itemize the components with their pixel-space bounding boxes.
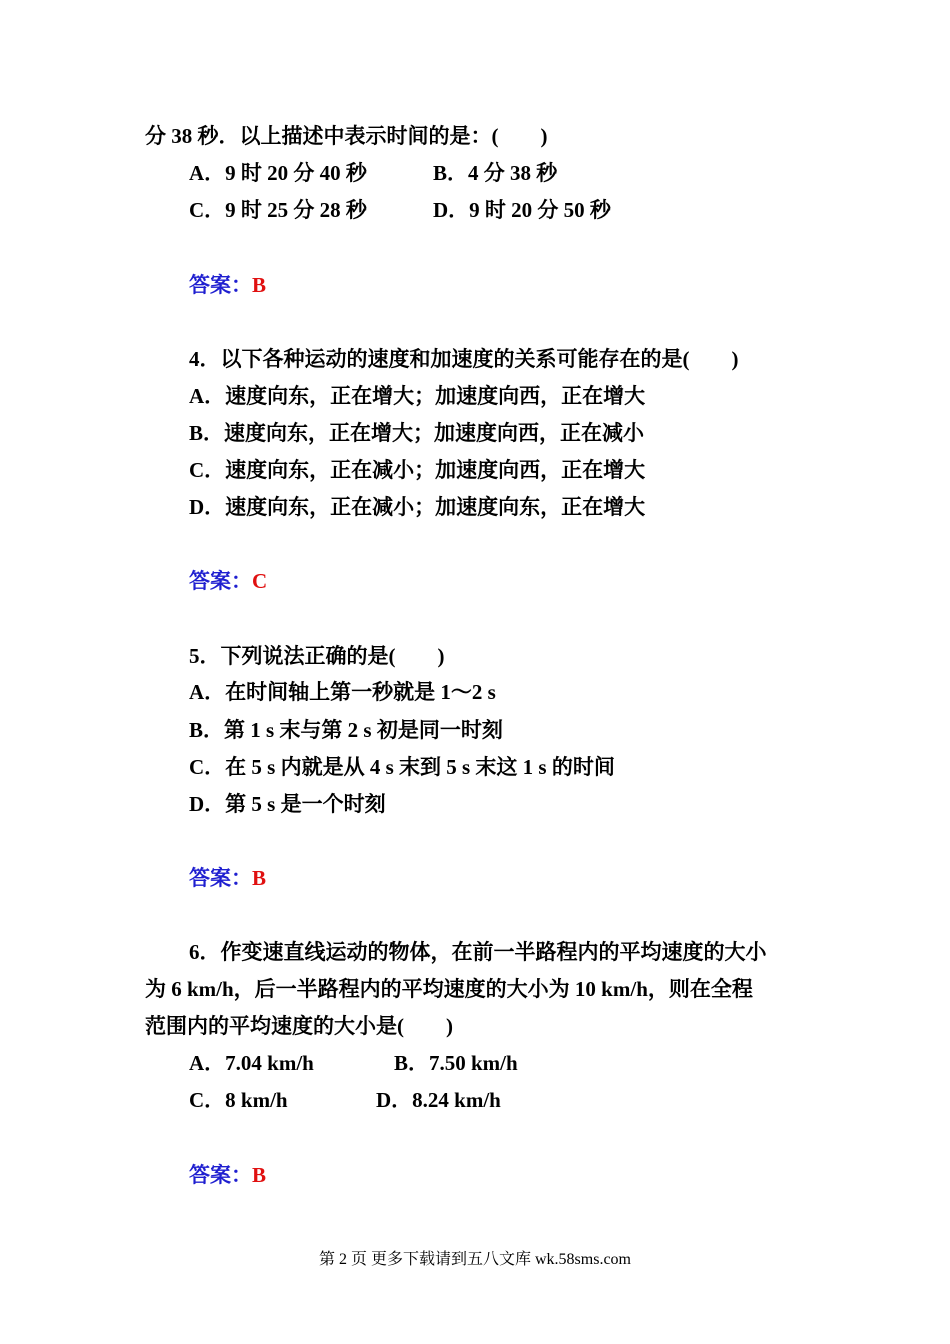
q6-option-c: C．8 km/h (189, 1088, 288, 1112)
q4-option-d: D．速度向东，正在减小；加速度向东，正在增大 (189, 495, 646, 519)
q3-option-d: D．9 时 20 分 50 秒 (433, 198, 611, 222)
q4-option-c: C．速度向东，正在减小；加速度向西，正在增大 (189, 458, 646, 482)
q6-answer (189, 1165, 266, 1186)
answer-label: 答案： (189, 273, 252, 297)
q4-stem: 4．以下各种运动的速度和加速度的关系可能存在的是( ) (189, 347, 739, 371)
q5-option-c: C．在 5 s 内就是从 4 s 末到 5 s 末这 1 s 的时间 (189, 755, 615, 779)
q3-option-b: B．4 分 38 秒 (433, 161, 558, 185)
q3-answer (189, 275, 266, 296)
answer-value: B (252, 1163, 267, 1187)
q6-stem-line-3: 范围内的平均速度的大小是( ) (145, 1014, 453, 1038)
q4-option-b: B．速度向东，正在增大；加速度向西，正在减小 (189, 421, 645, 445)
answer-value: B (252, 866, 267, 890)
answer-value: B (252, 273, 267, 297)
q6-stem-line-2: 为 6 km/h，后一半路程内的平均速度的大小为 10 km/h，则在全程 (145, 977, 753, 1001)
q4-answer (189, 571, 267, 592)
page-footer: 第 2 页 更多下载请到五八文库 wk.58sms.com (318, 1251, 631, 1268)
answer-value: C (252, 569, 268, 593)
answer-label: 答案： (189, 866, 252, 890)
answer-label: 答案： (189, 569, 252, 593)
q5-option-a: A．在时间轴上第一秒就是 1～2 s (189, 680, 496, 704)
q5-stem: 5．下列说法正确的是( ) (189, 644, 445, 668)
q6-option-d: D．8.24 km/h (376, 1088, 501, 1112)
q6-option-b: B．7.50 km/h (394, 1051, 518, 1075)
q4-option-a: A．速度向东，正在增大；加速度向西，正在增大 (189, 384, 646, 408)
answer-label: 答案： (189, 1163, 252, 1187)
q3-option-c: C．9 时 25 分 28 秒 (189, 198, 367, 222)
q3-stem-end: 分 38 秒．以上描述中表示时间的是：( ) (145, 124, 548, 148)
q6-option-a: A．7.04 km/h (189, 1051, 314, 1075)
q5-answer (189, 868, 266, 889)
q6-stem-line-1: 6．作变速直线运动的物体，在前一半路程内的平均速度的大小 (189, 940, 767, 964)
q5-option-b: B．第 1 s 末与第 2 s 初是同一时刻 (189, 718, 503, 742)
q5-option-d: D．第 5 s 是一个时刻 (189, 792, 386, 816)
q3-option-a: A．9 时 20 分 40 秒 (189, 161, 367, 185)
